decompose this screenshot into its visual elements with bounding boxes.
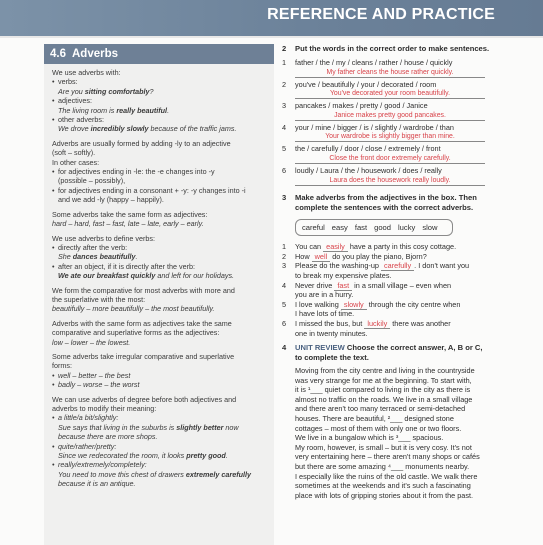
- exercise-2-item: 5 the / carefully / door / close / extremely / front Close the front door extremely carefully.: [282, 144, 540, 164]
- review-line: but there are some amazing ⁴___ monuments nearby.: [295, 462, 470, 472]
- ref-after-object-example: We ate our breakfast quickly and left for our holidays.: [58, 271, 235, 281]
- exercise-prompt: pancakes / makes / pretty / good / Janice: [295, 101, 428, 111]
- ref-directly: • directly after the verb:: [52, 243, 266, 252]
- answer-line[interactable]: Your wardrobe is slightly bigger than mine.: [295, 132, 485, 142]
- unit-review-label: UNIT REVIEW: [295, 343, 345, 353]
- review-line: I especially like the ruins of the old castle. We walk there: [295, 471, 478, 481]
- review-text: [295, 366, 505, 500]
- exercise-2-item: 6 loudly / Laura / the / housework / does / really Laura does the housework really loudly.: [282, 166, 540, 186]
- exercise-prompt: you've / beautifully / your / decorated / room: [295, 79, 437, 89]
- ref-use-label: • adjectives:: [52, 96, 266, 105]
- exercise-2-item: 4 your / mine / bigger / is / slightly / wardrobe / than Your wardrobe is slightly bigger than mine.: [282, 123, 540, 143]
- answer-line[interactable]: You've decorated your room beautifully.: [295, 89, 485, 99]
- ref-case: (possible – possibly),: [58, 176, 126, 186]
- exercise-instruction: UNIT REVIEW Choose the correct answer, A, B or C, to complete the text.: [295, 343, 483, 363]
- ref-case: • for adjectives ending in a consonant + -y: -y changes into -i: [52, 186, 266, 195]
- ref-degree: We can use adverbs of degree before both adjectives and: [52, 394, 237, 404]
- ref-same-comparative: Adverbs with the same form as adjectives take the same: [52, 318, 232, 328]
- ref-same-form: hard – hard, fast – fast, late – late, early – early.: [52, 219, 204, 229]
- section-banner: [0, 0, 543, 38]
- ref-same-form: Some adverbs take the same form as adjectives:: [52, 209, 208, 219]
- review-line: was very strange for me at the beginning. To start with,: [295, 375, 472, 385]
- exercise-instruction: Make adverbs from the adjectives in the box. Then complete the sentences with the correct adverbs.: [295, 192, 477, 212]
- exercise-instruction: Put the words in the correct order to make sentences.: [295, 44, 490, 53]
- ref-use-label: • verbs:: [52, 77, 266, 86]
- exercise-prompt: the / carefully / door / close / extremely / front: [295, 144, 441, 154]
- exercise-3-item: 3 Please do the washing-up carefully . I don't want you to break my expensive plates.: [282, 261, 470, 280]
- ref-intro: We use adverbs with:: [52, 68, 121, 77]
- reference-number: 4.6: [50, 48, 66, 60]
- banner-title: REFERENCE AND PRACTICE: [267, 6, 495, 23]
- ref-degree-example: You need to move this chest of drawers extremely carefully: [58, 469, 251, 479]
- exercise-3-item: 5 I love walking slowly through the city centre when I have lots of time.: [282, 299, 461, 319]
- ref-case: and we add -ly (happy – happily).: [58, 195, 164, 205]
- reference-header: [44, 44, 274, 64]
- reference-body: [44, 64, 274, 489]
- ref-degree-example: because there are more shops.: [58, 432, 158, 442]
- word-box-item: good: [374, 222, 391, 232]
- exercise-prompt: father / the / my / cleans / rather / house / quickly: [295, 58, 453, 67]
- review-line: sometimes at the weekends and it's such a fascinating: [295, 481, 471, 491]
- review-line: almost no traffic on the roads. We live in a small village: [295, 394, 473, 404]
- exercise-number: 2: [282, 44, 287, 53]
- exercise-continuation: to break my expensive plates.: [295, 270, 392, 280]
- review-line: My room, however, is small – but it is very cosy. It's not: [295, 442, 472, 452]
- exercise-continuation: I have lots of time.: [295, 309, 355, 319]
- ref-irregular-item: • badly – worse – the worst: [52, 380, 266, 389]
- exercise-3-item: 4 Never drive fast in a small village – even when you are in a hurry.: [282, 280, 452, 300]
- exercise-number: 3: [282, 192, 287, 202]
- review-line: and there aren't too many terraced or semi-detached: [295, 404, 466, 414]
- review-line: We live in a bungalow which is ³___ spacious.: [295, 433, 444, 443]
- exercise-2-header: [282, 44, 540, 54]
- exercise-prompt: loudly / Laura / the / housework / does / really: [295, 165, 442, 175]
- exercise-2-item: 2 you've / beautifully / your / decorated / room You've decorated your room beautifully.: [282, 80, 540, 100]
- exercise-continuation: one in twenty minutes.: [295, 328, 368, 338]
- answer-blank[interactable]: fast: [334, 281, 352, 291]
- exercise-3-header: [282, 193, 540, 213]
- review-line: place with lots of gripping stories about it from the past.: [295, 490, 474, 500]
- review-line: it is ¹___ quiet compared to living in the city as there is: [295, 385, 471, 395]
- ref-case: • for adjectives ending in -le: the -e changes into -y: [52, 167, 266, 176]
- review-line: cottages – most of them with only one or two floors.: [295, 423, 462, 433]
- exercise-2-item: 1 father / the / my / cleans / rather / house / quickly My father cleans the house rather quickly.: [282, 58, 540, 78]
- ref-comparative: the superlative with the most:: [52, 294, 146, 304]
- ref-degree-example: Since we redecorated the room, it looks pretty good.: [58, 451, 228, 461]
- ref-after-object: • after an object, if it is directly after the verb:: [52, 262, 266, 271]
- word-box: [295, 219, 453, 237]
- ref-irregular-item: • well – better – the best: [52, 371, 266, 380]
- ref-degree-label: • a little/a bit/slightly:: [52, 413, 266, 422]
- reference-title: Adverbs: [72, 48, 119, 60]
- ref-same-comparative: comparative and superlative forms as the adjectives:: [52, 328, 220, 338]
- ref-irregular: forms:: [52, 361, 72, 371]
- answer-line[interactable]: Janice makes pretty good pancakes.: [295, 111, 485, 121]
- ref-degree-example: Sue says that living in the suburbs is slightly better now: [58, 422, 239, 432]
- reference-panel: [44, 44, 274, 545]
- answer-blank[interactable]: carefully: [381, 261, 414, 271]
- ref-define-verbs: We use adverbs to define verbs:: [52, 233, 155, 243]
- answer-line[interactable]: Close the front door extremely carefully.: [295, 154, 485, 164]
- ref-use-label: • other adverbs:: [52, 115, 266, 124]
- answer-blank[interactable]: slowly: [341, 300, 367, 310]
- exercise-4-header: [282, 343, 540, 363]
- exercise-2-item: 3 pancakes / makes / pretty / good / Janice Janice makes pretty good pancakes.: [282, 101, 540, 121]
- ref-directly-example: She dances beautifully.: [58, 252, 138, 262]
- ref-other-cases: In other cases:: [52, 157, 100, 167]
- exercise-prompt: your / mine / bigger / is / slightly / wardrobe / than: [295, 122, 454, 132]
- answer-blank[interactable]: well: [312, 252, 331, 262]
- ref-degree-label: • really/extremely/completely:: [52, 460, 266, 469]
- exercise-3-item: 1 You can easily have a party in this cosy cottage.: [282, 242, 457, 252]
- ref-use-example: The living room is really beautiful.: [58, 105, 170, 115]
- ref-degree: adverbs to modify their meaning:: [52, 404, 157, 413]
- ref-use-example: We drove incredibly slowly because of the traffic jams.: [58, 124, 237, 134]
- word-box-item: easy: [331, 222, 348, 232]
- answer-line[interactable]: Laura does the housework really loudly.: [295, 176, 485, 186]
- ref-degree-example: because it is an antique.: [58, 479, 136, 489]
- ref-formation: Adverbs are usually formed by adding -ly to an adjective: [52, 138, 231, 148]
- review-line: very entertaining here – there aren't many shops or cafés: [295, 452, 480, 462]
- review-line: Moving from the city centre and living in the countryside: [295, 366, 475, 376]
- review-line: houses. There are beautiful, ²___ designed stone: [295, 414, 454, 424]
- exercise-3-item: 2 How well do you play the piano, Bjorn?: [282, 251, 427, 261]
- ref-degree-label: • quite/rather/pretty:: [52, 442, 266, 451]
- ref-use-example: Are you sitting comfortably?: [58, 86, 154, 96]
- word-box-item: fast: [354, 222, 368, 232]
- ref-formation: (soft – softly).: [52, 148, 96, 158]
- ref-same-comparative: low – lower – the lowest.: [52, 337, 131, 347]
- exercise-number: 4: [282, 343, 287, 353]
- word-box-item: careful: [302, 222, 325, 232]
- word-box-item: lucky: [398, 222, 416, 232]
- answer-line[interactable]: My father cleans the house rather quickly.: [295, 68, 485, 78]
- ref-irregular: Some adverbs take irregular comparative and superlative: [52, 351, 235, 361]
- exercise-3-item: 6 I missed the bus, but luckily there was another one in twenty minutes.: [282, 318, 451, 338]
- ref-comparative: We form the comparative for most adverbs with more and: [52, 285, 235, 295]
- exercises-panel: [282, 44, 540, 500]
- exercise-continuation: you are in a hurry.: [295, 290, 354, 300]
- answer-blank[interactable]: easily: [323, 242, 348, 252]
- answer-blank[interactable]: luckily: [364, 319, 390, 329]
- word-box-item: slow: [422, 222, 438, 232]
- ref-comparative: beautifully – more beautifully – the most beautifully.: [52, 304, 215, 314]
